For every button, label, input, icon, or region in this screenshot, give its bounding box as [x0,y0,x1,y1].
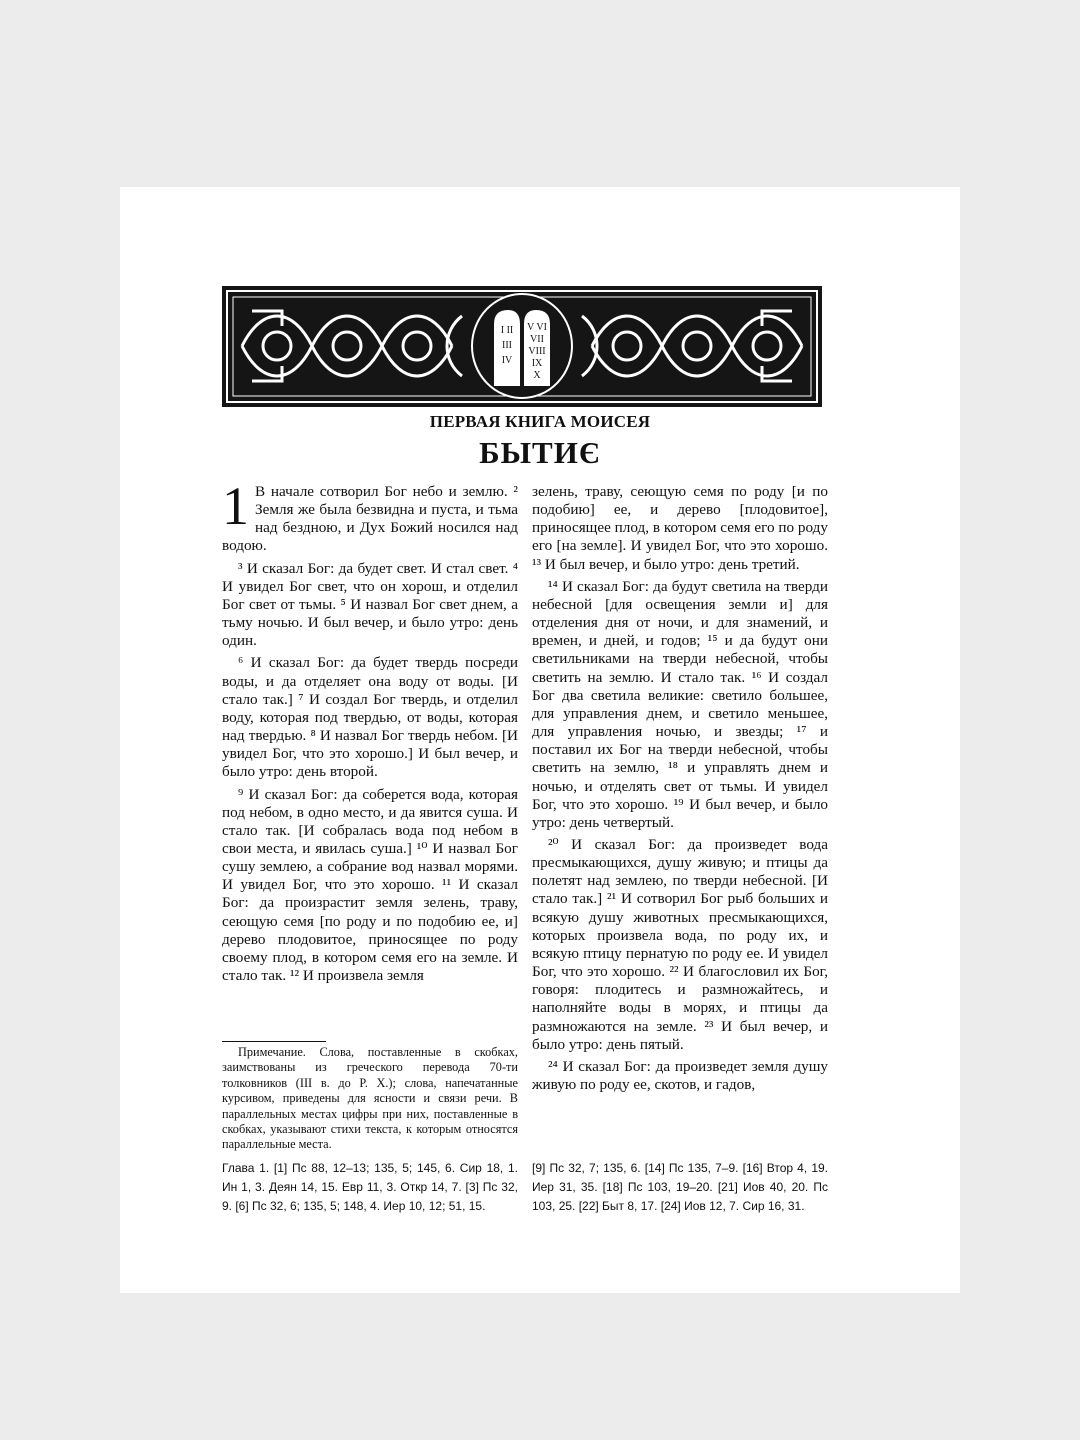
cross-references-left: Глава 1. [1] Пс 88, 12–13; 135, 5; 145, 6. Сир 18, 1. Ин 1, 3. Деян 14, 15. Евр 11, 3. Откр 14, 7. [3] Пс 32, 9. [6] Пс 32, 6; 135, 5; 148, 4. Иер 10, 12; 51, 15. [222,1161,518,1213]
svg-text:VIII: VIII [528,346,546,357]
svg-text:III: III [502,340,512,351]
celtic-knot-ornament [222,286,822,407]
svg-text:I II: I II [500,325,514,336]
verse-paragraph: ⁹ И сказал Бог: да соберется вода, которая под небом, в одно место, и да явится суша. И стало так. [И собралась вода под небом в свои места, и явилась суша.] ¹⁰ И назвал Бог сушу землею, а собрание вод назвал морями. И увидел Бог, что это хорошо. ¹¹ И сказал Бог: да произрастит земля зелень, траву, сеющую семя [по роду и по подобию ее, и] дерево плодовитое, приносящее по роду своему плод, в котором семя его на земле. И стало так. ¹² И произвела земля [222,785,518,985]
verse-paragraph: ³ И сказал Бог: да будет свет. И стал свет. ⁴ И увидел Бог свет, что он хорош, и отделил Бог свет от тьмы. ⁵ И назвал Бог свет днем, а тьму ночью. И был вечер, и было утро: день один. [222,559,518,650]
svg-text:V VI: V VI [527,322,547,333]
verse-text: В начале сотворил Бог небо и землю. ² Земля же была безвидна и пуста, и тьма над бездною, и Дух Божий носился над водою. [222,483,518,555]
svg-text:X: X [533,370,541,381]
verse-paragraph: ⁶ И сказал Бог: да будет твердь посреди воды, и да отделяет она воду от воды. [И стало так.] ⁷ И создал Бог твердь, и отделил воду, которая под твердью, от воды, которая над твердью. ⁸ И назвал Бог твердь небом. [И увидел Бог, что это хорошо.] И был вечер, и было утро: день второй. [222,654,518,781]
text-column-right [532,483,828,1098]
book-subtitle: ПЕРВАЯ КНИГА МОИСЕЯ [429,412,651,431]
ornamental-header-banner [222,286,822,407]
cross-references-right: [9] Пс 32, 7; 135, 6. [14] Пс 135, 7–9. [16] Втор 4, 19. Иер 31, 35. [18] Пс 103, 19–20. [21] Иов 40, 20. Пс 103, 25. [22] Быт 8, 17. [24] Иов 12, 7. Сир 16, 31. [532,1161,828,1213]
tablets-of-the-law-icon [472,294,572,398]
verse-paragraph: ¹⁴ И сказал Бог: да будут светила на тверди небесной [для освещения земли и] для отделения дня от ночи, и для знамений, и времен, и дней, и годов; ¹⁵ и да будут они светильниками на тверди небесной, чтобы светить на землю. И стало так. ¹⁶ И создал Бог два светила великие: светило большее, для управления днем, и светило меньшее, для управления ночью, и звезды; ¹⁷ и поставил их Бог на тверди небесной, чтобы светить на землю, ¹⁸ и управлять днем и ночью, и отделять свет от тьмы. И увидел Бог, что это хорошо. ¹⁹ И был вечер, и было утро: день четвертый. [532,577,828,831]
book-title: БЫТИЄ [479,435,601,470]
footnote-note: Примечание. Слова, поставленные в скобках, заимствованы из греческого перевода 70-ти толковников (III в. до Р. Х.); слова, напечатанные курсивом, приведены для ясности и связи речи. В параллельных местах цифры при них, поставленные в скобках, указывают стихи текста, к которым относятся параллельные места. [222,1045,518,1152]
verse-paragraph [222,476,518,556]
text-column-left [222,476,518,989]
verse-paragraph: ²⁰ И сказал Бог: да произведет вода пресмыкающихся, душу живую; и птицы да полетят над землею, по тверди небесной. [И стало так.] ²¹ И сотворил Бог рыб больших и всякую душу животных пресмыкающихся, которых произвела вода, по роду их, и всякую птицу пернатую по роду ее. И увидел Бог, что это хорошо. ²² И благословил их Бог, говоря: плодитесь и размножайтесь, и наполняйте воды в морях, и птицы да размножаются на земле. ²³ И был вечер, и было утро: день пятый. [532,835,828,1053]
book-page [120,187,960,1293]
svg-text:IX: IX [531,358,543,369]
chapter-number: 1 [222,476,249,536]
verse-paragraph: ²⁴ И сказал Бог: да произведет земля душу живую по роду ее, скотов, и гадов, [532,1057,828,1093]
verse-paragraph: зелень, траву, сеющую семя по роду [и по подобию] ее, и дерево [плодовитое], приносящее плод, в котором семя его по роду его [на земле]. И увидел Бог, что это хорошо. ¹³ И был вечер, и было утро: день третий. [532,483,828,573]
footnote-divider [222,1041,326,1042]
svg-text:IV: IV [501,355,513,366]
svg-text:VII: VII [530,334,544,345]
